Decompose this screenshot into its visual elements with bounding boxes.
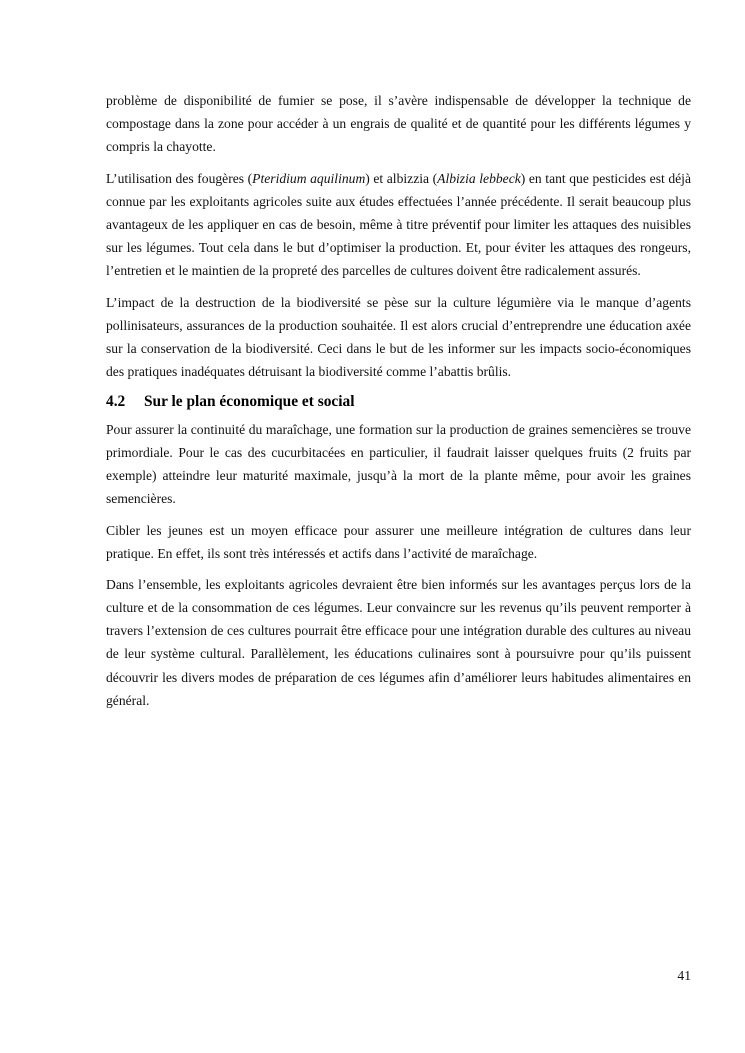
section-heading	[106, 392, 691, 412]
paragraph-biodiversity: L’impact de la destruction de la biodiversité se pèse sur la culture légumière via le manque d’agents pollinisateurs, assurances de la production souhaitée. Il est alors crucial d’entreprendre une éducation axée sur la conservation de la biodiversité. Ceci dans le but de les informer sur les impacts socio-économiques des pratiques inadéquates détruisant la biodiversité comme l’abattis brûlis.	[106, 294, 691, 380]
paragraph-conclusion: Dans l’ensemble, les exploitants agricoles devraient être bien informés sur les avantages perçus lors de la culture et de la consommation de ces légumes. Leur convaincre sur les revenus qu’ils peuvent remporter à travers l’extension de ces cultures pourrait être efficace pour une intégration durable des cultures au niveau de leur système cultural. Parallèlement, les éducations culinaires sont à poursuivre pour qu’ils puissent découvrir les divers modes de préparation de ces légumes afin d’améliorer leurs habitudes alimentaires en général.	[106, 577, 691, 708]
species-name-albizia: Albizia lebbeck	[437, 170, 521, 186]
paragraph-pesticides	[106, 167, 691, 282]
paragraph-pesticides-text-2: ) et albizzia (	[365, 170, 438, 186]
paragraph-pesticides-text-3: ) en tant que pesticides est déjà connue par les exploitants agricoles suite aux études effectuées l’année précédente. Il serait beaucoup plus avantageux de les appliquer en cas de besoin, même à titre préventif pour limiter les attaques des nuisibles sur les légumes. Tout cela dans le but d’optimiser la production. Et, pour éviter les attaques des rongeurs, l’entretien et le maintien de la propreté des parcelles de cultures doivent être radicalement assurés.	[106, 170, 691, 279]
paragraph-pesticides-text-1: L’utilisation des fougères (	[106, 170, 253, 186]
paragraph-youth: Cibler les jeunes est un moyen efficace pour assurer une meilleure intégration de cultures dans leur pratique. En effet, ils sont très intéressés et actifs dans l’activité de maraîchage.	[106, 522, 691, 561]
page-number: 41	[677, 968, 691, 983]
paragraph-compost: problème de disponibilité de fumier se pose, il s’avère indispensable de développer la technique de compostage dans la zone pour accéder à un engrais de qualité et de quantité pour les différents légumes y compris la chayotte.	[106, 93, 691, 155]
page-body	[106, 89, 691, 720]
section-number: 4.2	[106, 392, 126, 410]
species-name-pteridium: Pteridium aquilinum	[252, 170, 366, 186]
section-title: Sur le plan économique et social	[144, 392, 355, 410]
paragraph-seeds: Pour assurer la continuité du maraîchage, une formation sur la production de graines semencières se trouve primordiale. Pour le cas des cucurbitacées en particulier, il faudrait laisser quelques fruits (2 fruits par exemple) atteindre leur maturité maximale, jusqu’à la mort de la plante même, pour avoir les graines semencières.	[106, 421, 691, 506]
